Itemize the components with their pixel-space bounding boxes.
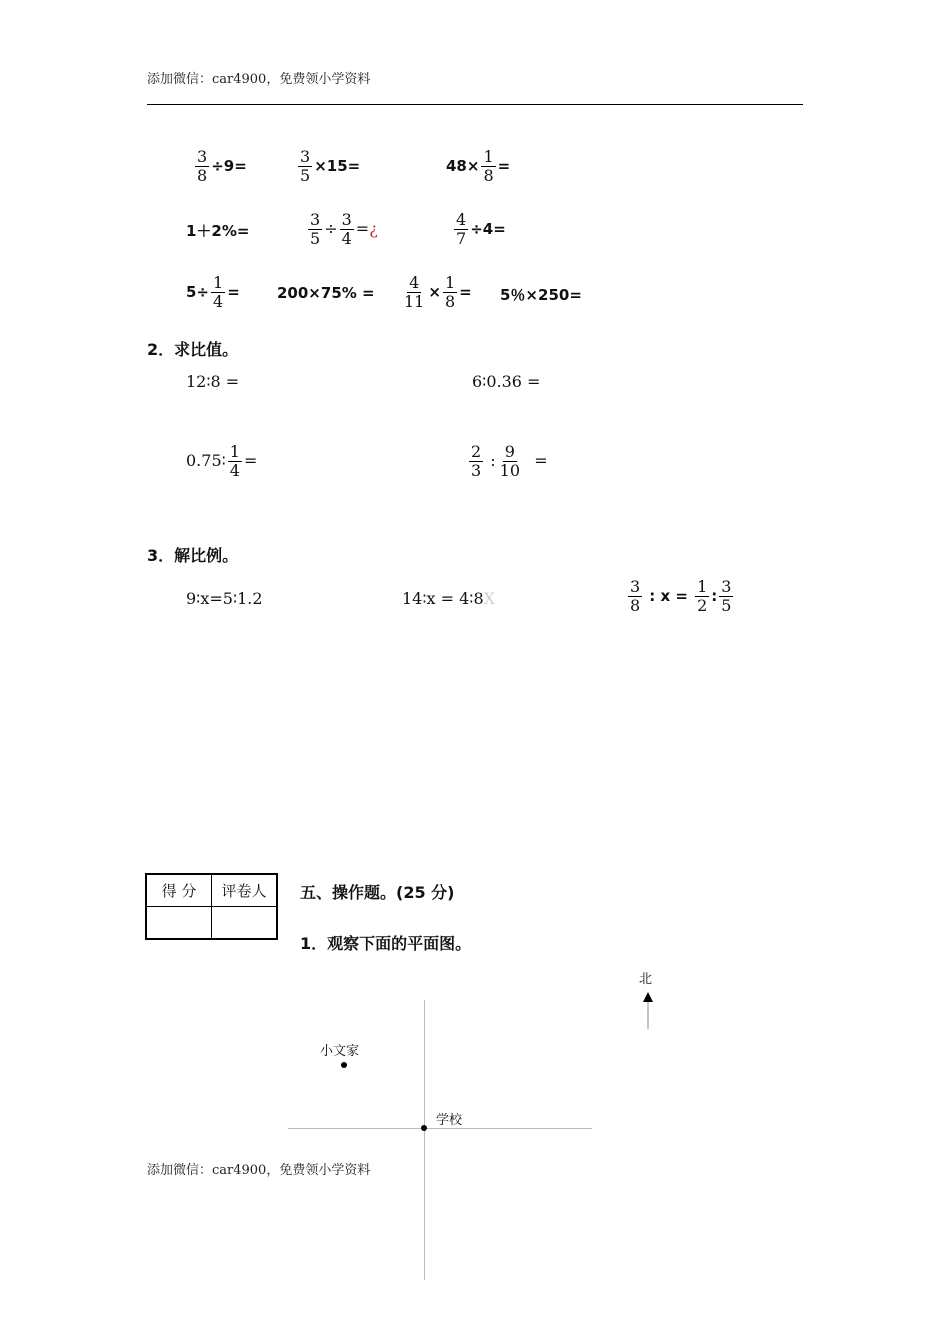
home-dot [341,1062,347,1068]
home-label: 小文家 [320,1044,360,1059]
calc-r2b: $\frac{3}{5}$ ÷ $\frac{3}{4}$ =¿ [310,210,378,248]
grader-cell[interactable] [212,907,278,940]
score-header: 得 分 [146,874,212,907]
calc-r1a: $\frac{3}{8}$ ÷9= [197,147,247,185]
calc-r3d: 5％×250= [500,286,582,304]
school-label: 学校 [436,1113,463,1128]
section5-title: 五、操作题。(25 分) [300,883,455,902]
header-watermark: 添加微信：car4900，免费领小学资料 [147,72,371,87]
section5-q1: 1．观察下面的平面图。 [300,934,472,953]
school-dot [421,1125,427,1131]
calc-r3b: 200×75% = [277,284,375,302]
ratio-d: $\frac{2}{3}$ : $\frac{9}{10}$ = [471,442,548,480]
ratio-a: 12∶8 = [186,372,240,391]
proportion-a: 9∶x=5∶1.2 [186,589,263,608]
north-arrow-icon [638,990,658,1030]
proportion-b: 14∶x = 4∶8X [402,589,496,608]
score-cell[interactable] [146,907,212,940]
calc-r1c: 48× $\frac{1}{8}$ = [446,147,511,185]
calc-r3a: 5÷ $\frac{1}{4}$ = [186,273,240,311]
map-vertical-axis [424,1000,425,1280]
proportion-c: $\frac{3}{8}$ : x = $\frac{1}{2}$ : $\frac{3}{5}$ [630,577,732,615]
header-divider [147,104,803,105]
ratio-c: 0.75∶ $\frac{1}{4}$ = [186,442,258,480]
map-horizontal-axis [288,1128,592,1129]
proportion-title: 3．解比例。 [147,546,239,565]
ratio-title: 2．求比值。 [147,340,239,359]
calc-r1b: $\frac{3}{5}$ ×15= [300,147,361,185]
north-label: 北 [639,972,653,987]
calc-r2a: 1＋2%= [186,222,250,240]
grader-header: 评卷人 [212,874,278,907]
score-table [145,873,278,940]
ratio-b: 6∶0.36 = [472,372,541,391]
calc-r3c: $\frac{4}{11}$ × $\frac{1}{8}$ = [404,273,472,311]
calc-r2c: $\frac{4}{7}$ ÷4= [456,210,506,248]
footer-watermark: 添加微信：car4900，免费领小学资料 [147,1163,371,1178]
